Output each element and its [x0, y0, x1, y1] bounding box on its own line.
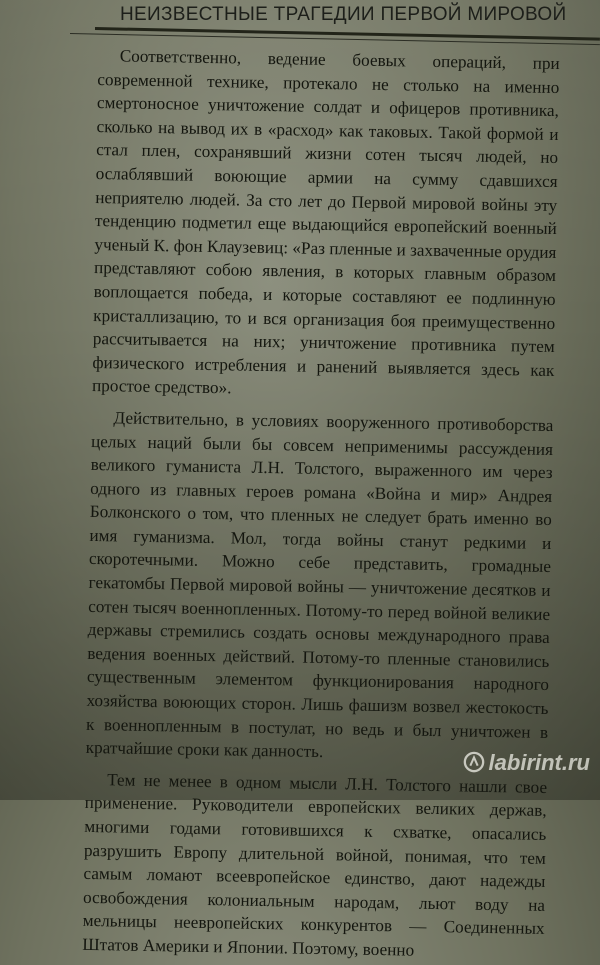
- paragraph-1: Соответственно, ведение боевых операций, при современной технике, протекало не столько на именно смертоносное уничтожение солдат и офицеров противника, сколько на вывод их в «расход» как таковых. Такой формой и стал плен, сохранявший жизни сотен тысяч людей, но ослаблявший воюющие армии на сумму сдавшихся неприятелю людей. За сто лет до Первой мировой войны эту тенденцию подметил еще выдающийся европейский военный ученый К. фон Клаузевиц: «Раз пленные и захваченные орудия представляют собою явления, в которых главным образом воплощается победа, и которые составляют ее подлинную кристаллизацию, то и вся организация боя преимущественно рассчитывается на них; уничтожение противника путем физического истребления и ранений выявляется здесь как простое средство».: [91, 46, 560, 398]
- watermark: [463, 748, 590, 778]
- paragraph-2: Действительно, в условиях вооруженного противоборства целых наций были бы совсем неприменимы рассуждения великого гуманиста Л.Н. Толстого, выраженного им через одного из главных героев романа «Война и мир» Андрея Болконского о том, что пленных не следует брать именно во имя гуманизма. Мол, тогда войны станут редкими и скоротечными. Можно себе представить, громадные гекатомбы Первой мировой войны — уничтожение десятков и сотен тысяч военнопленных. Потому-то перед войной великие державы стремились создать основы международного права ведения военных действий. Потому-то пленные становились существенным элементом функционирования народного хозяйства воюющих сторон. Лишь фашизм возвел жестокость к военнопленным в постулат, но ведь и был уничтожен в кратчайшие сроки как данность.: [85, 408, 554, 762]
- running-header-title: НЕИЗВЕСТНЫЕ ТРАГЕДИИ ПЕРВОЙ МИРОВОЙ: [120, 4, 567, 25]
- running-header: [0, 0, 600, 42]
- watermark-text: labirint.ru: [488, 750, 590, 775]
- body-text: [82, 44, 560, 964]
- labirint-logo-icon: [463, 751, 485, 773]
- paragraph-3: Тем не менее в одном мысли Л.Н. Толстого нашли свое применение. Руководители европейских великих держав, многими годами готовившихся к схватке, опасались разрушить Европу длительной войной, понимая, что тем самым ломают всеевропейское единство, дают надежды освобождения колониальным народам, льют воду на мельницы неевропейских конкурентов — Соединенных Штатов Америки и Японии. Поэтому, военно: [82, 770, 548, 960]
